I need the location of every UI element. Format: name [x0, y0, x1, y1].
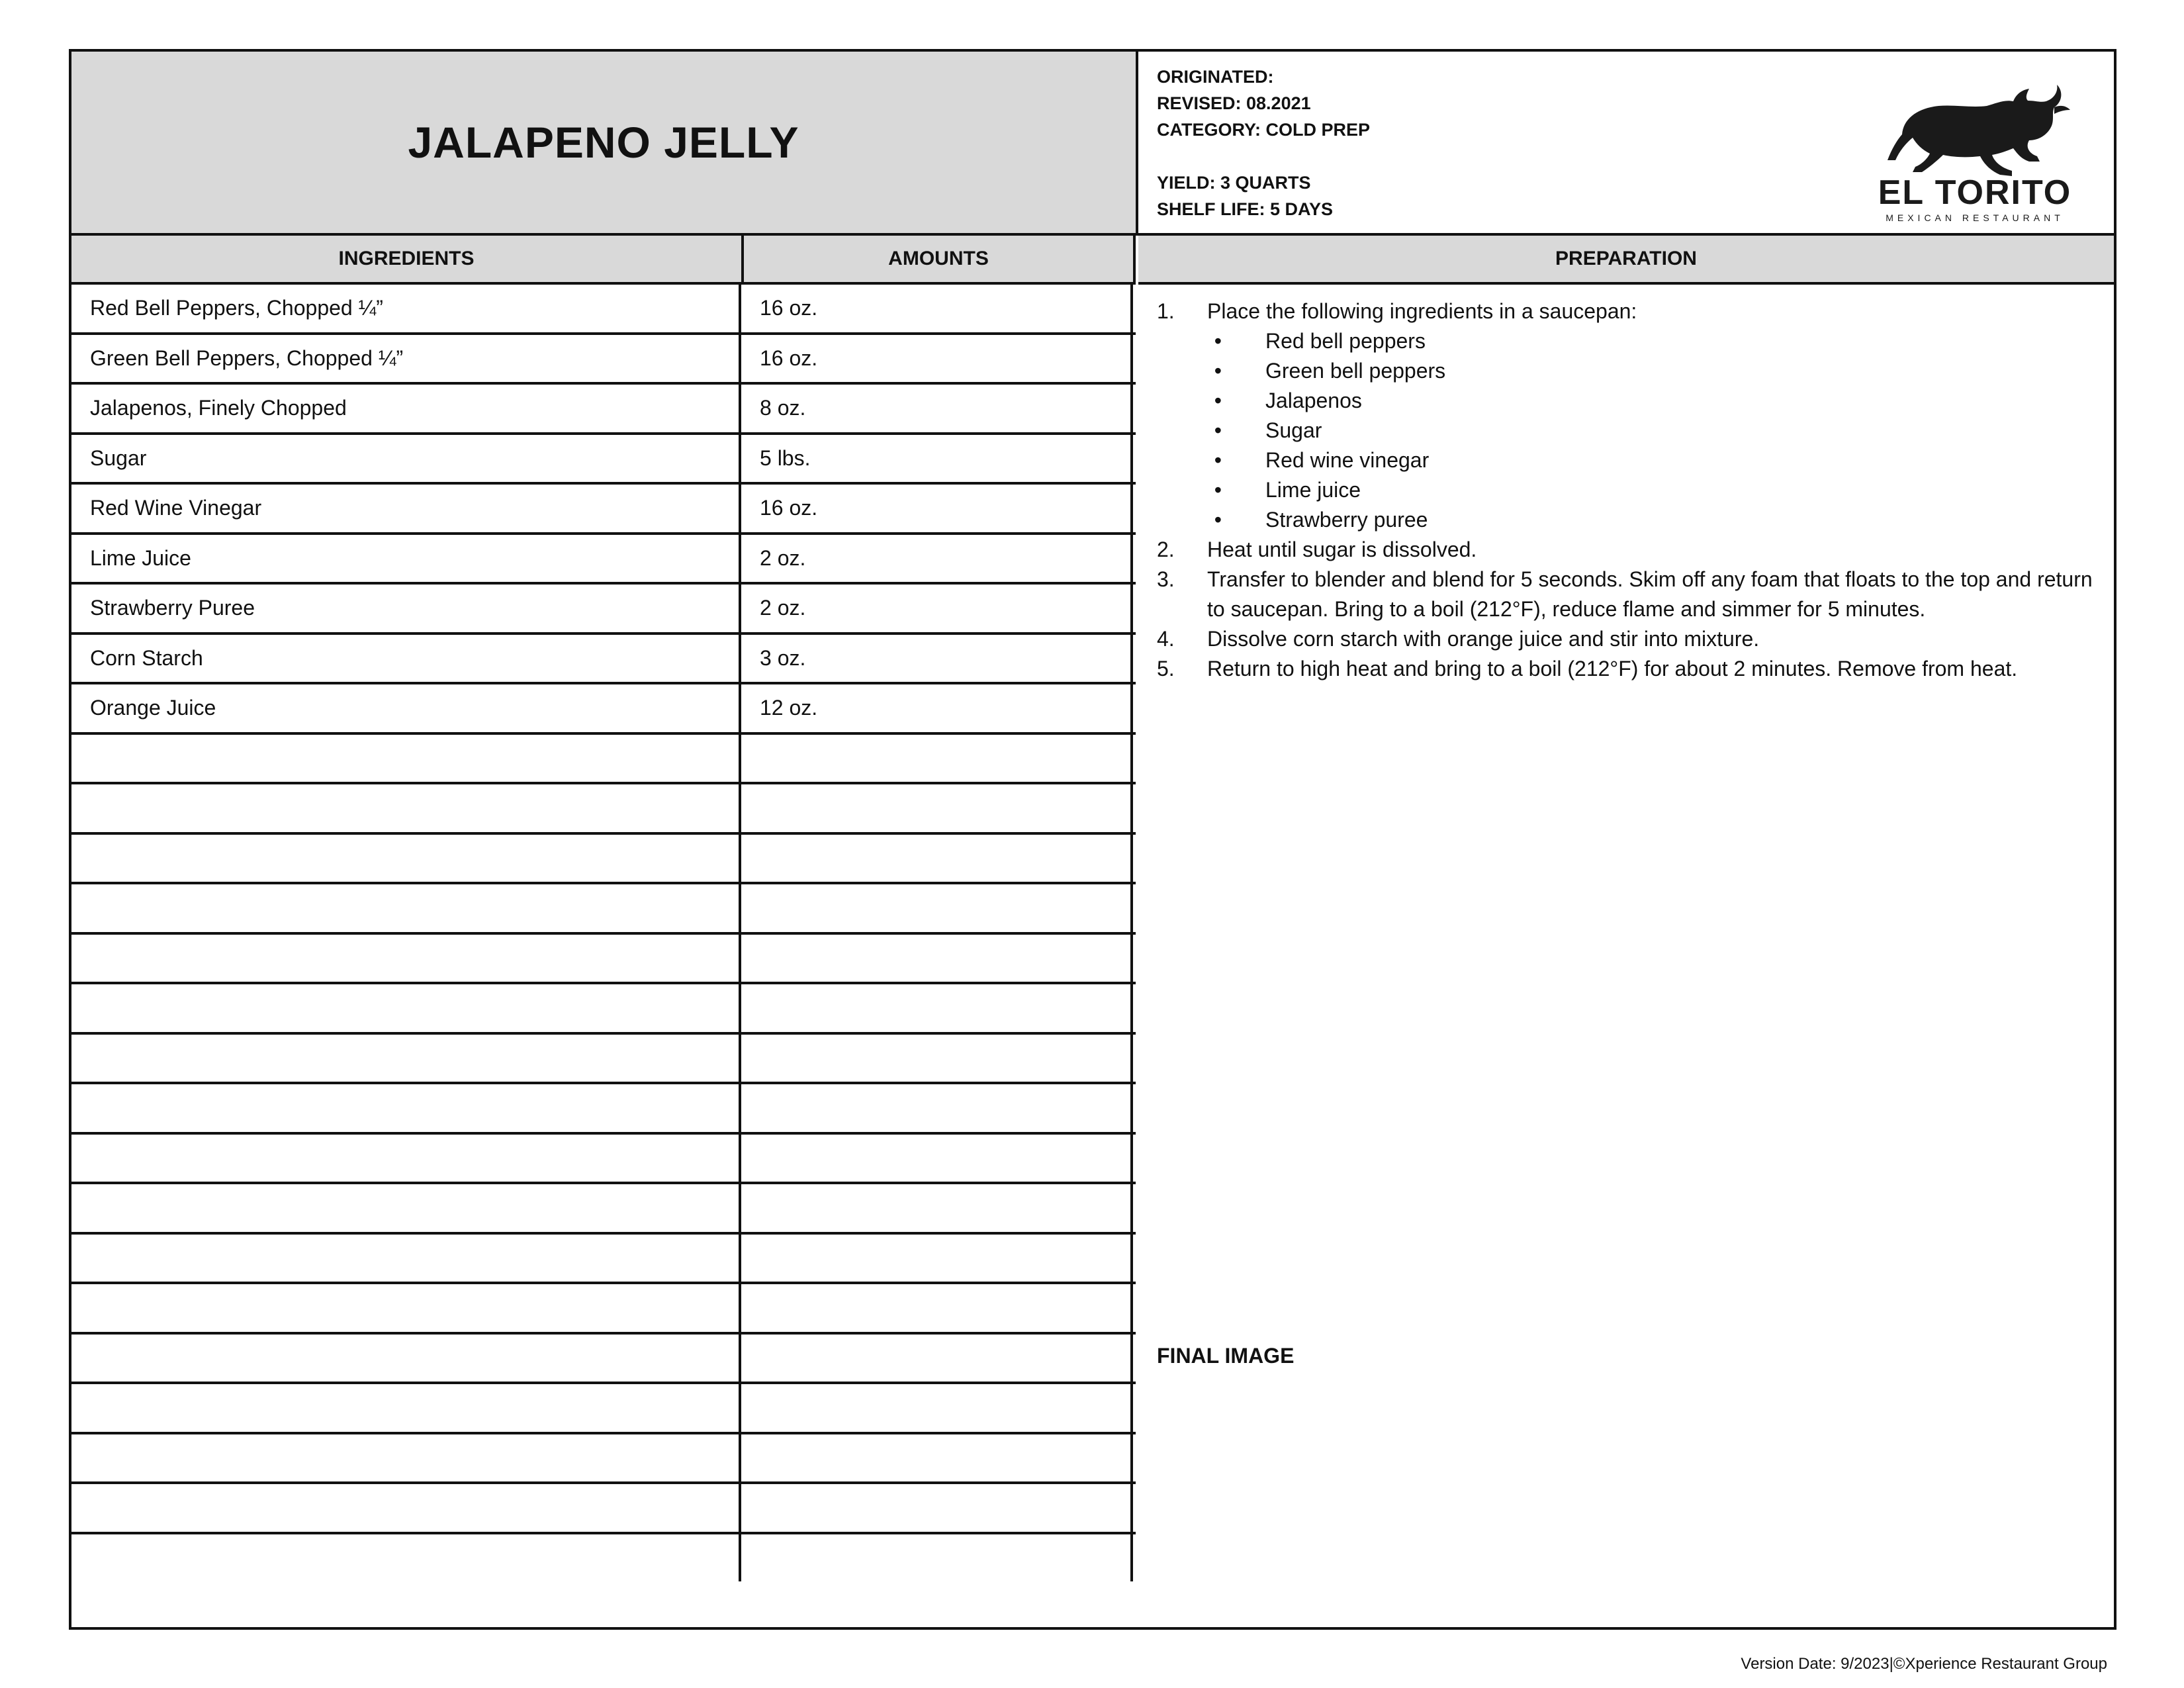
bull-icon: [1888, 85, 2070, 176]
ingredient-bullet-list: [1157, 326, 2097, 535]
recipe-meta: [1157, 64, 1370, 222]
shelf-life-label: SHELF LIFE: 5 DAYS: [1157, 199, 1334, 219]
ingredient-cell: [71, 835, 741, 882]
amounts-header: AMOUNTS: [744, 236, 1136, 285]
amount-cell: [741, 1484, 1133, 1532]
ingredient-cell: [71, 1434, 741, 1482]
preparation-step: [1157, 565, 2097, 624]
amount-cell: [741, 935, 1133, 982]
list-item: [1157, 475, 2097, 505]
table-row: [71, 1534, 1136, 1582]
amount-cell: [741, 735, 1133, 782]
amount-cell: [741, 1384, 1133, 1432]
step-number: 3.: [1157, 567, 1175, 591]
preparation-step: [1157, 654, 2097, 684]
table-row: [71, 1035, 1136, 1085]
table-row: [71, 735, 1136, 785]
amount-cell: 2 oz.: [741, 535, 1133, 583]
ingredient-cell: [71, 884, 741, 932]
bullet-text: Jalapenos: [1265, 389, 1362, 412]
list-item: [1157, 445, 2097, 475]
category-label: CATEGORY: COLD PREP: [1157, 120, 1371, 140]
bullet-icon: •: [1214, 508, 1222, 532]
bullet-text: Sugar: [1265, 418, 1322, 442]
preparation-header: PREPARATION: [1138, 236, 2114, 285]
amount-cell: 16 oz.: [741, 335, 1133, 383]
ingredient-cell: Red Bell Peppers, Chopped ¼”: [71, 285, 741, 332]
table-row: [71, 1434, 1136, 1485]
table-row: [71, 1384, 1136, 1434]
step-text: Transfer to blender and blend for 5 seconds. Skim off any foam that floats to the top and return to saucepan. Bring to a boil (212°F), reduce flame and simmer for 5 minutes.: [1207, 567, 2093, 621]
amount-cell: [741, 984, 1133, 1032]
amount-cell: 8 oz.: [741, 385, 1133, 432]
preparation-step: [1157, 297, 2097, 326]
ingredient-cell: Jalapenos, Finely Chopped: [71, 385, 741, 432]
list-item: [1157, 326, 2097, 356]
table-row: [71, 435, 1136, 485]
ingredients-table: [71, 285, 1136, 1581]
originated-label: ORIGINATED:: [1157, 67, 1274, 87]
table-row: [71, 1484, 1136, 1534]
table-row: [71, 535, 1136, 585]
list-item: [1157, 386, 2097, 416]
preparation-panel: [1138, 285, 2114, 1627]
ingredient-cell: [71, 735, 741, 782]
amount-cell: 3 oz.: [741, 635, 1133, 682]
bullet-icon: •: [1214, 389, 1222, 412]
table-row: [71, 585, 1136, 635]
step-number: 2.: [1157, 538, 1175, 561]
list-item: [1157, 416, 2097, 445]
table-row: [71, 835, 1136, 885]
table-row: [71, 635, 1136, 685]
table-row: [71, 1184, 1136, 1235]
revised-label: REVISED: 08.2021: [1157, 93, 1311, 113]
amount-cell: 16 oz.: [741, 485, 1133, 532]
table-row: [71, 1135, 1136, 1185]
step-number: 4.: [1157, 627, 1175, 651]
bullet-icon: •: [1214, 359, 1222, 383]
el-torito-logo: [1856, 71, 2094, 225]
step-text: Heat until sugar is dissolved.: [1207, 538, 1477, 561]
step-number: 5.: [1157, 657, 1175, 680]
amount-cell: [741, 1184, 1133, 1232]
list-item: [1157, 356, 2097, 386]
bullet-icon: •: [1214, 448, 1222, 472]
amount-cell: [741, 1284, 1133, 1332]
table-row: [71, 684, 1136, 735]
bullet-icon: •: [1214, 329, 1222, 353]
step-text: Place the following ingredients in a saucepan:: [1207, 299, 1637, 323]
amount-cell: [741, 1434, 1133, 1482]
ingredient-cell: [71, 1284, 741, 1332]
ingredient-cell: [71, 1484, 741, 1532]
ingredient-cell: [71, 1035, 741, 1082]
step-text: Dissolve corn starch with orange juice and stir into mixture.: [1207, 627, 1760, 651]
ingredient-cell: [71, 1135, 741, 1182]
table-row: [71, 485, 1136, 535]
table-row: [71, 385, 1136, 435]
step-text: Return to high heat and bring to a boil (212°F) for about 2 minutes. Remove from heat.: [1207, 657, 2018, 680]
ingredient-cell: [71, 1235, 741, 1282]
table-row: [71, 935, 1136, 985]
amount-cell: [741, 1335, 1133, 1382]
ingredient-cell: Lime Juice: [71, 535, 741, 583]
table-row: [71, 784, 1136, 835]
ingredient-cell: Red Wine Vinegar: [71, 485, 741, 532]
table-row: [71, 1284, 1136, 1335]
step-number: 1.: [1157, 299, 1175, 323]
amount-cell: 12 oz.: [741, 684, 1133, 732]
table-row: [71, 1084, 1136, 1135]
amount-cell: [741, 1084, 1133, 1132]
ingredient-cell: Corn Starch: [71, 635, 741, 682]
amount-cell: 2 oz.: [741, 585, 1133, 632]
logo-brand-text: EL TORITO: [1878, 173, 2072, 212]
recipe-card: [69, 49, 2116, 1630]
amount-cell: [741, 1235, 1133, 1282]
ingredient-cell: Orange Juice: [71, 684, 741, 732]
bullet-text: Green bell peppers: [1265, 359, 1446, 383]
ingredient-cell: [71, 984, 741, 1032]
ingredient-cell: [71, 1384, 741, 1432]
preparation-step: [1157, 535, 2097, 565]
ingredient-cell: Green Bell Peppers, Chopped ¼”: [71, 335, 741, 383]
yield-label: YIELD: 3 QUARTS: [1157, 173, 1311, 193]
amount-cell: [741, 835, 1133, 882]
amount-cell: [741, 1135, 1133, 1182]
bullet-icon: •: [1214, 478, 1222, 502]
ingredient-cell: Sugar: [71, 435, 741, 483]
ingredients-header: INGREDIENTS: [71, 236, 744, 285]
bullet-text: Strawberry puree: [1265, 508, 1428, 532]
amount-cell: [741, 1035, 1133, 1082]
info-cell: [1138, 52, 2114, 236]
amount-cell: [741, 884, 1133, 932]
list-item: [1157, 505, 2097, 535]
amount-cell: [741, 784, 1133, 832]
table-row: [71, 285, 1136, 335]
final-image-label: FINAL IMAGE: [1157, 1344, 1295, 1368]
ingredient-cell: [71, 1335, 741, 1382]
title-cell: [71, 52, 1138, 236]
table-row: [71, 984, 1136, 1035]
ingredient-cell: [71, 784, 741, 832]
ingredient-cell: [71, 935, 741, 982]
amount-cell: 16 oz.: [741, 285, 1133, 332]
table-row: [71, 335, 1136, 385]
ingredient-cell: [71, 1084, 741, 1132]
table-row: [71, 1335, 1136, 1385]
recipe-title: JALAPENO JELLY: [408, 118, 799, 167]
table-row: [71, 1235, 1136, 1285]
bullet-text: Lime juice: [1265, 478, 1361, 502]
ingredient-cell: Strawberry Puree: [71, 585, 741, 632]
version-footer: Version Date: 9/2023|©Xperience Restaurant Group: [1741, 1655, 2107, 1673]
amount-cell: 5 lbs.: [741, 435, 1133, 483]
logo-tagline-text: MEXICAN RESTAURANT: [1886, 212, 2064, 223]
amount-cell: [741, 1534, 1133, 1582]
table-row: [71, 884, 1136, 935]
bullet-text: Red wine vinegar: [1265, 448, 1430, 472]
ingredient-cell: [71, 1534, 741, 1582]
preparation-steps: [1157, 297, 2097, 684]
bullet-icon: •: [1214, 418, 1222, 442]
bullet-text: Red bell peppers: [1265, 329, 1426, 353]
preparation-step: [1157, 624, 2097, 654]
ingredient-cell: [71, 1184, 741, 1232]
